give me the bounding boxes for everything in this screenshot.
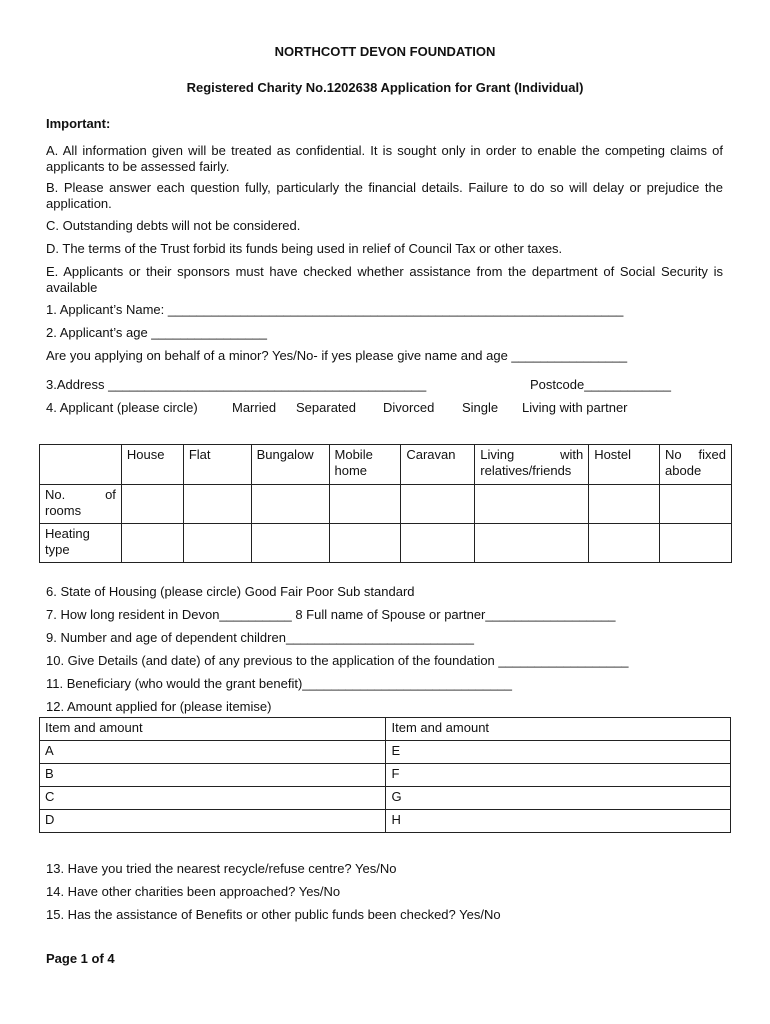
housing-col-hostel: Hostel — [589, 445, 660, 485]
marital-option-married[interactable]: Married — [232, 400, 277, 415]
previous-application-question[interactable]: 10. Give Details (and date) of any previous to the application of the foundation __________________ — [46, 653, 629, 668]
rooms-cell-flat[interactable] — [183, 485, 251, 524]
rooms-cell-hostel[interactable] — [589, 485, 660, 524]
postcode-field[interactable]: Postcode____________ — [530, 377, 671, 392]
housing-col-flat: Flat — [183, 445, 251, 485]
amount-item-f[interactable]: F — [386, 764, 731, 787]
applicant-name-field[interactable]: 1. Applicant’s Name: _______________________________________________________________ — [46, 302, 624, 317]
other-charities-question[interactable]: 14. Have other charities been approached? Yes/No — [46, 884, 341, 899]
minor-question-field[interactable]: Are you applying on behalf of a minor? Yes/No- if yes please give name and age ________________ — [46, 348, 628, 363]
applicant-age-field[interactable]: 2. Applicant’s age ________________ — [46, 325, 267, 340]
heating-cell-caravan[interactable] — [401, 524, 475, 563]
important-item-c: C. Outstanding debts will not be considered. — [46, 218, 301, 233]
amount-header-left: Item and amount — [40, 718, 386, 741]
dependent-children-question[interactable]: 9. Number and age of dependent children__________________________ — [46, 630, 474, 645]
rooms-cell-mobile-home[interactable] — [329, 485, 401, 524]
housing-col-house: House — [121, 445, 183, 485]
housing-row-heating-type: Heating type — [40, 524, 122, 563]
amount-item-d[interactable]: D — [40, 810, 386, 833]
benefits-checked-question[interactable]: 15. Has the assistance of Benefits or other public funds been checked? Yes/No — [46, 907, 501, 922]
housing-col-mobile-home: Mobile home — [329, 445, 401, 485]
important-item-a: A. All information given will be treated as confidential. It is sought only in order to enable the competing claims of applicants to be assessed fairly. — [46, 143, 723, 174]
rooms-cell-caravan[interactable] — [401, 485, 475, 524]
heating-cell-house[interactable] — [121, 524, 183, 563]
recycle-centre-question[interactable]: 13. Have you tried the nearest recycle/refuse centre? Yes/No — [46, 861, 397, 876]
housing-state-question[interactable]: 6. State of Housing (please circle) Good Fair Poor Sub standard — [46, 584, 415, 599]
amount-header-right: Item and amount — [386, 718, 731, 741]
heating-cell-flat[interactable] — [183, 524, 251, 563]
marital-option-divorced[interactable]: Divorced — [383, 400, 435, 415]
amount-applied-label: 12. Amount applied for (please itemise) — [46, 699, 272, 714]
heating-cell-living-with-relatives[interactable] — [475, 524, 589, 563]
housing-col-bungalow: Bungalow — [251, 445, 329, 485]
amount-table — [39, 717, 731, 833]
important-item-e: E. Applicants or their sponsors must have checked whether assistance from the department of Social Security is available — [46, 264, 723, 295]
amount-item-a[interactable]: A — [40, 741, 386, 764]
heating-cell-hostel[interactable] — [589, 524, 660, 563]
important-item-d: D. The terms of the Trust forbid its funds being used in relief of Council Tax or other taxes. — [46, 241, 563, 256]
heating-cell-no-fixed-abode[interactable] — [660, 524, 732, 563]
form-subtitle: Registered Charity No.1202638 Application for Grant (Individual) — [186, 80, 584, 95]
housing-corner-cell — [40, 445, 122, 485]
rooms-cell-house[interactable] — [121, 485, 183, 524]
marital-option-single[interactable]: Single — [462, 400, 499, 415]
amount-item-c[interactable]: C — [40, 787, 386, 810]
heating-cell-mobile-home[interactable] — [329, 524, 401, 563]
amount-item-g[interactable]: G — [386, 787, 731, 810]
beneficiary-question[interactable]: 11. Beneficiary (who would the grant benefit)_____________________________ — [46, 676, 512, 691]
page-number: Page 1 of 4 — [46, 951, 115, 966]
rooms-cell-no-fixed-abode[interactable] — [660, 485, 732, 524]
rooms-cell-bungalow[interactable] — [251, 485, 329, 524]
amount-item-h[interactable]: H — [386, 810, 731, 833]
housing-col-caravan: Caravan — [401, 445, 475, 485]
marital-option-living-with-partner[interactable]: Living with partner — [522, 400, 628, 415]
heating-cell-bungalow[interactable] — [251, 524, 329, 563]
rooms-cell-living-with-relatives[interactable] — [475, 485, 589, 524]
foundation-title: NORTHCOTT DEVON FOUNDATION — [274, 44, 496, 59]
amount-item-e[interactable]: E — [386, 741, 731, 764]
housing-col-no-fixed-abode: No fixed abode — [660, 445, 732, 485]
housing-row-no-of-rooms: No. of rooms — [40, 485, 122, 524]
housing-table — [39, 444, 732, 563]
marital-status-label: 4. Applicant (please circle) — [46, 400, 198, 415]
amount-item-b[interactable]: B — [40, 764, 386, 787]
address-field[interactable]: 3.Address ____________________________________________ — [46, 377, 427, 392]
marital-option-separated[interactable]: Separated — [296, 400, 356, 415]
important-item-b: B. Please answer each question fully, particularly the financial details. Failure to do so will delay or prejudice the application. — [46, 180, 723, 211]
residence-spouse-question[interactable]: 7. How long resident in Devon__________ 8 Full name of Spouse or partner__________________ — [46, 607, 616, 622]
housing-col-living-with-relatives: Living with relatives/friends — [475, 445, 589, 485]
important-heading: Important: — [46, 116, 111, 131]
